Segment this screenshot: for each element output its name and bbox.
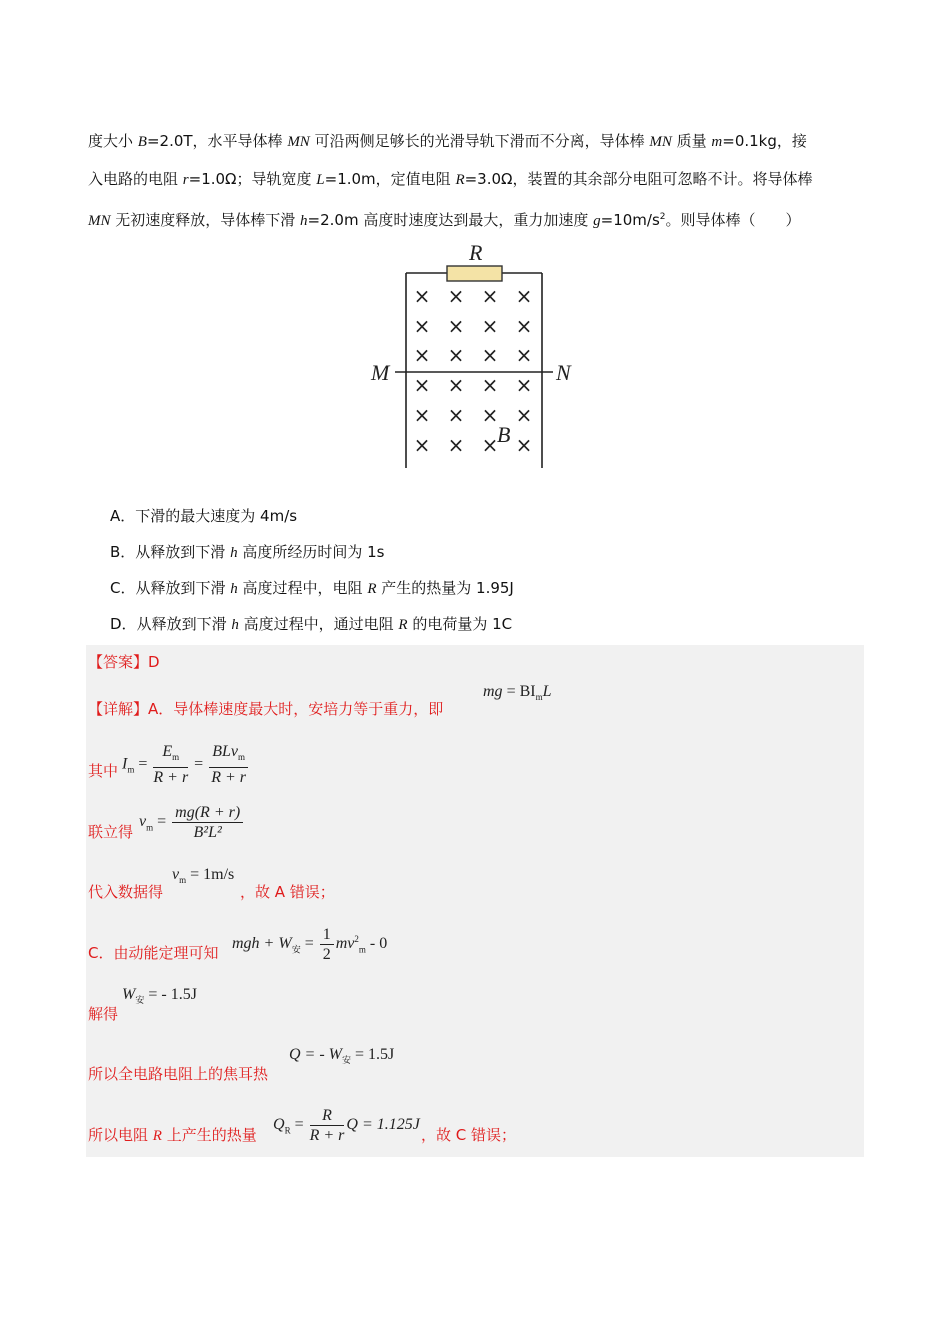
resistor: [447, 266, 502, 281]
field-cross: ×: [481, 373, 499, 397]
label-r: R: [469, 240, 483, 265]
field-cross: ×: [447, 343, 465, 367]
detail-line-4-label: 代入数据得: [88, 883, 164, 901]
detail-line-4-tail: ，故 A 错误；: [240, 883, 335, 901]
field-cross: ×: [413, 433, 431, 457]
formula-q-r: $Q_R$ = $\frac{R}{R + r}$ Q = 1.125J: [273, 1107, 420, 1144]
field-cross: ×: [413, 343, 431, 367]
field-cross: ×: [413, 314, 431, 338]
field-cross: ×: [413, 284, 431, 308]
question-line-3: MN 无初速度释放，导体棒下滑 h=2.0m 高度时速度达到最大，重力加速度 $g=10m/s^2$。则导体棒（ ）: [88, 211, 801, 229]
detail-line-1: 【详解】A．导体棒速度最大时，安培力等于重力，即: [88, 700, 444, 718]
detail-line-8-tail: ，故 C 错误；: [421, 1126, 517, 1144]
field-cross: ×: [447, 314, 465, 338]
field-cross: ×: [515, 343, 533, 367]
answer-line: 【答案】D: [88, 653, 160, 671]
field-cross: ×: [515, 314, 533, 338]
label-m: M: [371, 360, 390, 385]
field-cross: ×: [515, 373, 533, 397]
field-cross: ×: [447, 403, 465, 427]
option-b: B．从释放到下滑 h 高度所经历时间为 1s: [110, 543, 385, 561]
field-cross: ×: [515, 403, 533, 427]
field-cross: ×: [447, 433, 465, 457]
formula-current: $I_m$ = $\frac{E_m}{R + r}$ = $\frac{BLv_m}{R + r}$: [122, 743, 246, 787]
formula-mg-eq: mg = $BI_mL$: [483, 683, 552, 703]
detail-line-2-label: 其中: [88, 762, 119, 780]
field-cross: ×: [481, 433, 499, 457]
label-n: N: [556, 360, 571, 385]
detail-line-5-label: C．由动能定理可知: [88, 944, 219, 962]
option-c: C．从释放到下滑 h 高度过程中，电阻 R 产生的热量为 1.95J: [110, 579, 514, 597]
field-cross: ×: [515, 433, 533, 457]
field-cross: ×: [481, 314, 499, 338]
circuit-diagram: [365, 238, 595, 478]
field-cross: ×: [413, 373, 431, 397]
question-line-1: 度大小 B=2.0T，水平导体棒 MN 可沿两侧足够长的光滑导轨下滑而不分离，导体棒 MN 质量 m=0.1kg，接: [88, 132, 807, 150]
detail-line-7-label: 所以全电路电阻上的焦耳热: [88, 1065, 269, 1083]
field-cross: ×: [481, 284, 499, 308]
option-a: A．下滑的最大速度为 4m/s: [110, 507, 298, 525]
field-cross: ×: [481, 403, 499, 427]
field-cross: ×: [447, 373, 465, 397]
formula-vm: $v_m$ = $\frac{mg(R + r)}{\text{B²L²}}$: [139, 803, 245, 842]
formula-w-an: $W_安$ = - 1.5J: [122, 986, 197, 1006]
field-cross: ×: [481, 343, 499, 367]
field-cross: ×: [447, 284, 465, 308]
field-cross: ×: [515, 284, 533, 308]
field-cross: ×: [413, 403, 431, 427]
detail-line-3-label: 联立得: [88, 823, 134, 841]
question-line-2: 入电路的电阻 r=1.0Ω；导轨宽度 L=1.0m，定值电阻 R=3.0Ω，装置的其余部分电阻可忽略不计。将导体棒: [88, 170, 813, 188]
formula-energy: mgh + $W_安$ = $\frac{1}{2}$ $mv^2_m - 0$: [232, 926, 388, 963]
label-b: B: [497, 422, 511, 447]
detail-line-6-label: 解得: [88, 1005, 119, 1023]
option-d: D．从释放到下滑 h 高度过程中，通过电阻 R 的电荷量为 1C: [110, 615, 513, 633]
formula-vm-value: $v_m = 1m/s$: [172, 866, 235, 886]
detail-line-8-label: 所以电阻 R 上产生的热量: [88, 1126, 257, 1144]
formula-q-total: Q = - $W_安 = 1.5J$: [289, 1046, 395, 1066]
